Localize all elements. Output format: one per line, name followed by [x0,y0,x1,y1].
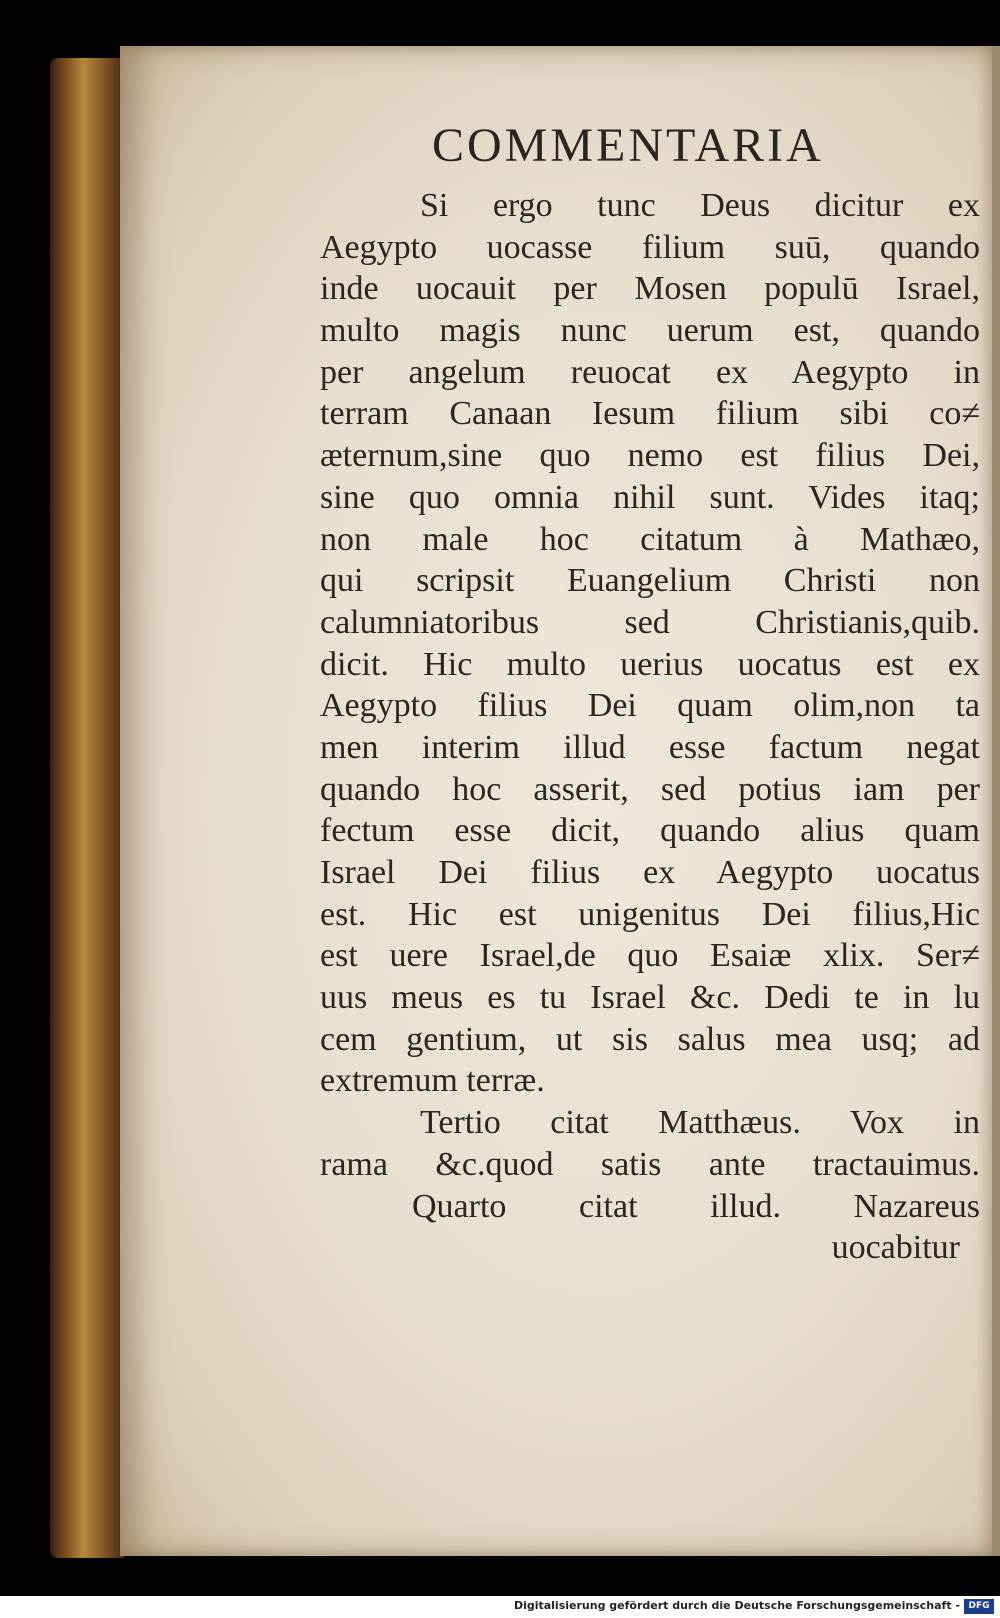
text-line: inde uocauit per Mosen populū Israel, [320,270,980,308]
text-line: Aegypto uocasse filium suū, quando [320,228,980,266]
text-line: est uere Israel,de quo Esaiæ xlix. Ser≠ [320,937,980,975]
text-line: qui scripsit Euangelium Christi non [320,562,980,600]
text-line: uocabitur [831,1229,960,1267]
text-line: Si ergo tunc Deus dicitur ex [420,187,980,224]
page-gutter [992,46,1000,1556]
running-heading: COMMENTARIA [432,119,824,172]
text-line: multo magis nunc uerum est, quando [320,312,980,350]
text-line: extremum terræ. [320,1062,545,1100]
text-line: fectum esse dicit, quando alius quam [320,812,980,850]
text-line: dicit. Hic multo uerius uocatus est ex [320,645,980,683]
text-line: men interim illud esse factum negat [320,728,980,766]
text-line: est. Hic est unigenitus Dei filius,Hic [320,895,980,933]
funding-credit: Digitalisierung gefördert durch die Deutsche Forschungsgemeinschaft - [513,1599,960,1612]
text-line: quando hoc asserit, sed potius iam per [320,770,980,808]
text-line: rama &c.quod satis ante tractauimus. [320,1145,980,1183]
footer-bar [0,1596,1000,1618]
body-text [320,185,980,1269]
text-line: æternum,sine quo nemo est filius Dei, [320,437,980,475]
text-line: Israel Dei filius ex Aegypto uocatus [320,854,980,891]
book-fore-edge [50,58,124,1558]
text-line: per angelum reuocat ex Aegypto in [320,353,980,391]
text-line: calumniatoribus sed Christianis,quib. [320,603,980,641]
text-line: cem gentium, ut sis salus mea usq; ad [320,1020,980,1058]
dfg-logo: DFG [964,1599,994,1614]
text-line: terram Canaan Iesum filium sibi co≠ [320,395,980,433]
text-line: sine quo omnia nihil sunt. Vides itaq; [320,478,980,516]
text-line: Tertio citat Matthæus. Vox in [420,1104,980,1142]
text-line: uus meus es tu Israel &c. Dedi te in lu [320,979,980,1017]
text-line: Quarto citat illud. Nazareus [412,1187,980,1225]
text-line: Aegypto filius Dei quam olim,non ta [320,687,980,725]
text-line: non male hoc citatum à Mathæo, [320,520,980,558]
